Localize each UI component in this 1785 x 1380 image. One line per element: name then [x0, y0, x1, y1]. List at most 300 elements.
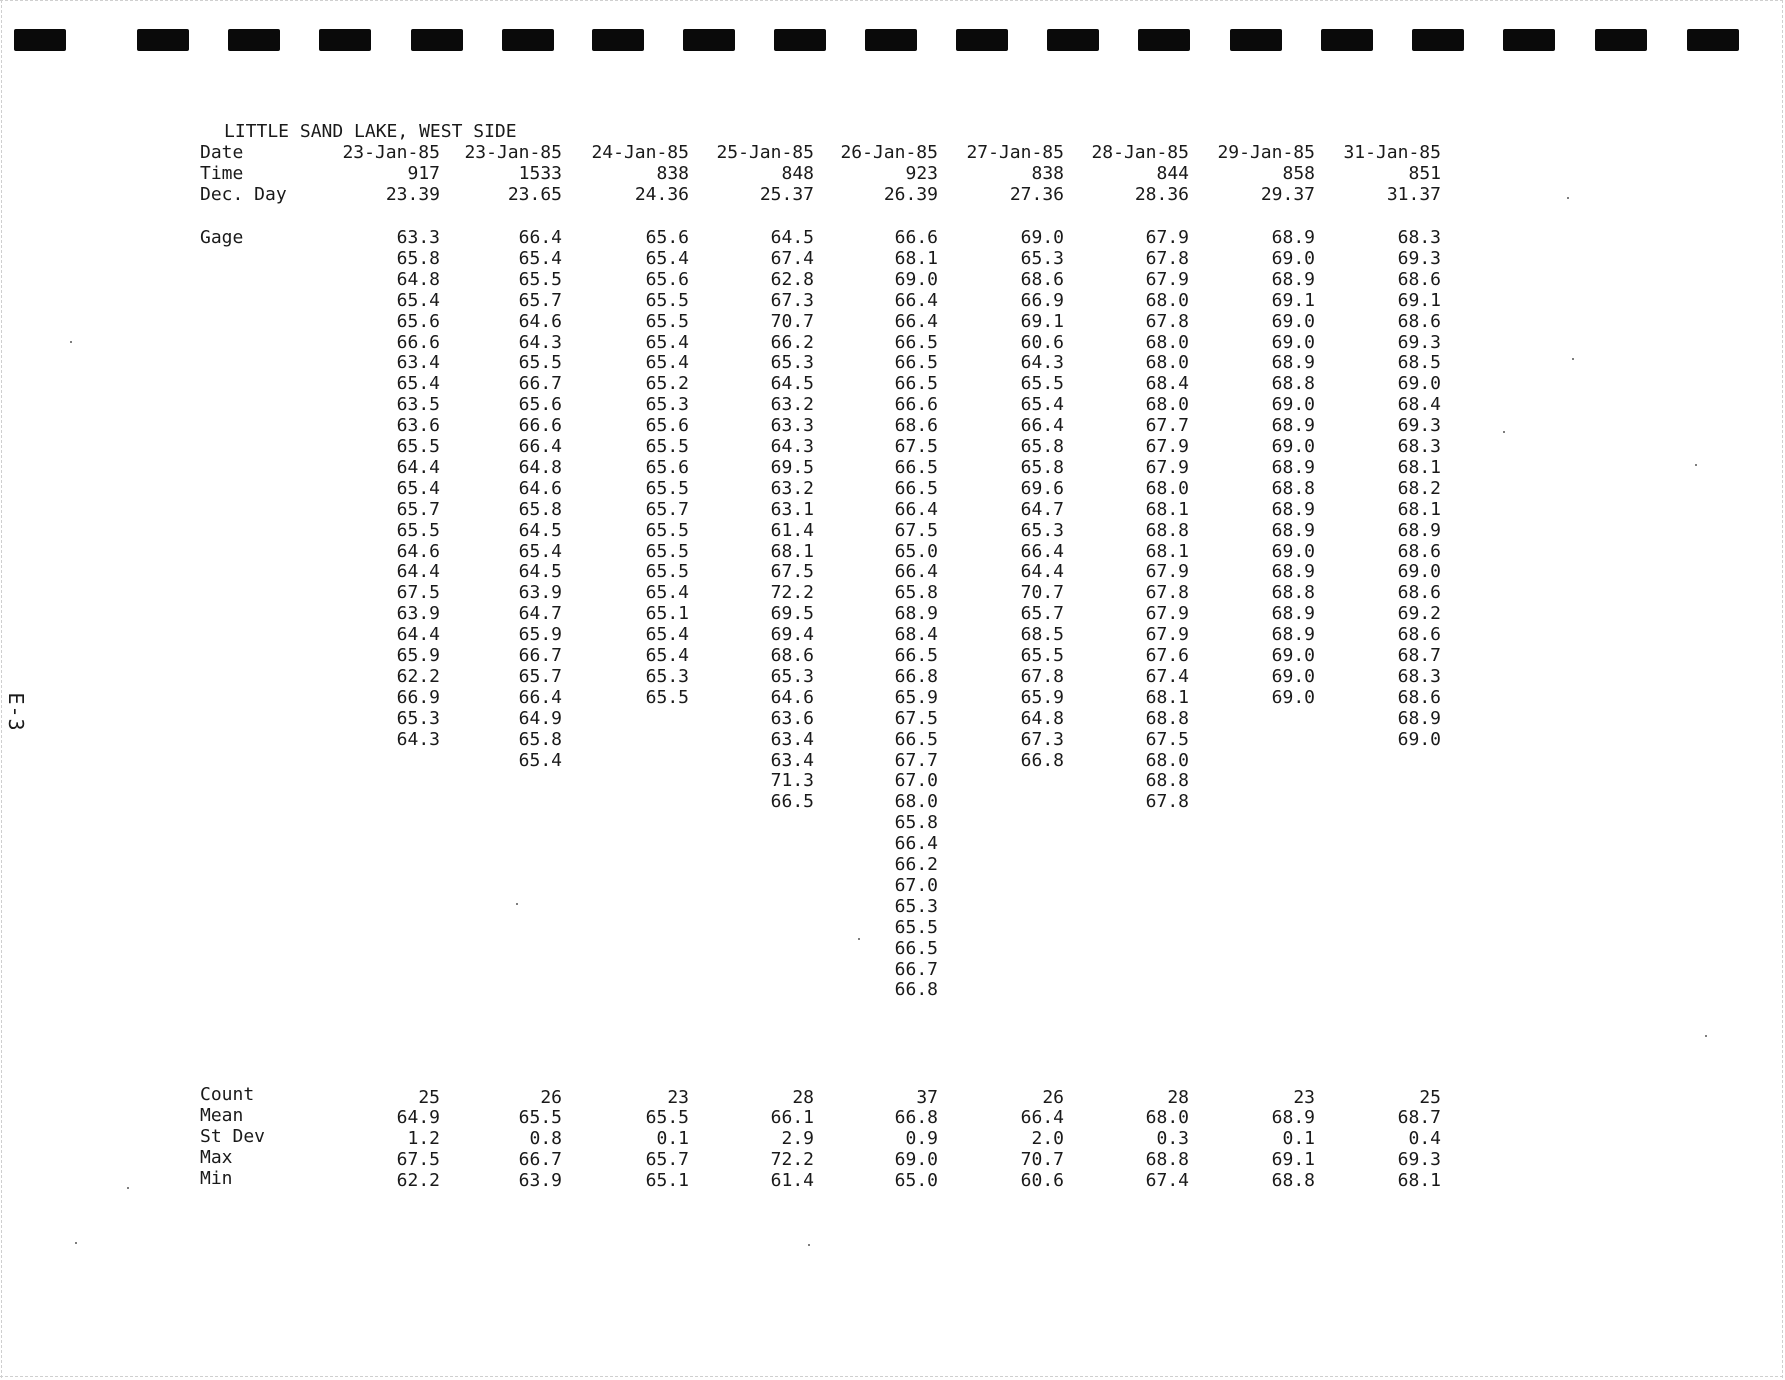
gage-reading: 67.7 [894, 750, 938, 771]
gage-reading: 65.9 [894, 687, 938, 708]
gage-reading: 69.0 [1271, 311, 1315, 332]
gage-reading: 68.3 [1397, 227, 1441, 248]
stat-st-dev-value: 0.1 [1282, 1128, 1315, 1149]
gage-reading: 64.7 [518, 603, 562, 624]
gage-reading: 63.1 [770, 499, 814, 520]
gage-reading: 64.8 [518, 457, 562, 478]
scan-speck [858, 938, 860, 940]
gage-reading: 65.5 [645, 478, 689, 499]
gage-reading: 68.1 [1397, 457, 1441, 478]
gage-reading: 63.6 [396, 415, 440, 436]
gage-reading: 66.5 [894, 645, 938, 666]
stat-label-st-dev: St Dev [200, 1126, 266, 1147]
gage-reading: 64.4 [396, 457, 440, 478]
gage-reading: 66.8 [894, 979, 938, 1000]
gage-reading: 66.4 [894, 499, 938, 520]
gage-reading: 64.5 [770, 373, 814, 394]
gage-reading: 68.6 [1397, 624, 1441, 645]
gage-reading: 63.4 [770, 750, 814, 771]
gage-reading: 65.8 [518, 499, 562, 520]
gage-reading: 68.0 [1145, 332, 1189, 353]
gage-reading: 65.6 [396, 311, 440, 332]
gage-reading: 65.4 [396, 478, 440, 499]
column-time: 838 [1031, 163, 1064, 184]
gage-reading: 66.2 [894, 854, 938, 875]
gage-reading: 61.4 [770, 520, 814, 541]
column-time: 858 [1282, 163, 1315, 184]
gage-reading: 64.3 [396, 729, 440, 750]
gage-reading: 64.5 [770, 227, 814, 248]
gage-reading: 69.0 [1397, 561, 1441, 582]
gage-reading: 69.0 [1271, 666, 1315, 687]
gage-reading: 64.4 [396, 561, 440, 582]
gage-reading: 69.3 [1397, 332, 1441, 353]
gage-reading: 69.4 [770, 624, 814, 645]
column-dec-day: 24.36 [634, 184, 689, 205]
gage-reading: 64.8 [1020, 708, 1064, 729]
gage-reading: 67.9 [1145, 436, 1189, 457]
gage-reading: 66.5 [894, 332, 938, 353]
gage-reading: 69.5 [770, 457, 814, 478]
page-number-label: E-3 [4, 692, 28, 732]
gage-reading: 66.4 [518, 687, 562, 708]
gage-reading: 64.6 [770, 687, 814, 708]
gage-reading: 67.9 [1145, 457, 1189, 478]
gage-reading: 68.0 [894, 791, 938, 812]
gage-reading: 65.5 [645, 687, 689, 708]
gage-reading: 63.4 [770, 729, 814, 750]
gage-reading: 68.1 [1145, 499, 1189, 520]
gage-reading: 68.0 [1145, 478, 1189, 499]
gage-reading: 60.6 [1020, 332, 1064, 353]
stat-mean-value: 65.5 [645, 1107, 689, 1128]
gage-reading: 67.4 [1145, 666, 1189, 687]
gage-reading: 67.8 [1145, 311, 1189, 332]
gage-reading: 65.3 [1020, 520, 1064, 541]
gage-reading: 69.0 [894, 269, 938, 290]
stat-min-value: 61.4 [770, 1170, 814, 1191]
gage-reading: 69.6 [1020, 478, 1064, 499]
stat-mean-value: 68.0 [1145, 1107, 1189, 1128]
stat-count-value: 28 [1167, 1087, 1189, 1108]
gage-reading: 65.4 [645, 624, 689, 645]
gage-reading: 68.9 [1271, 269, 1315, 290]
gage-reading: 65.5 [645, 561, 689, 582]
gage-reading: 68.0 [1145, 394, 1189, 415]
gage-reading: 66.5 [894, 373, 938, 394]
gage-reading: 65.3 [770, 666, 814, 687]
gage-reading: 68.6 [1397, 541, 1441, 562]
gage-reading: 67.8 [1020, 666, 1064, 687]
stat-max-value: 66.7 [518, 1149, 562, 1170]
gage-reading: 68.6 [770, 645, 814, 666]
gage-reading: 66.4 [1020, 415, 1064, 436]
gage-reading: 64.6 [518, 478, 562, 499]
gage-reading: 67.8 [1145, 582, 1189, 603]
column-date: 31-Jan-85 [1343, 142, 1441, 163]
scan-speck [1572, 358, 1574, 360]
gage-reading: 65.6 [645, 269, 689, 290]
gage-reading: 65.4 [518, 541, 562, 562]
gage-reading: 65.7 [645, 499, 689, 520]
gage-reading: 66.4 [894, 833, 938, 854]
gage-reading: 69.2 [1397, 603, 1441, 624]
column-dec-day: 27.36 [1009, 184, 1064, 205]
gage-reading: 63.4 [396, 352, 440, 373]
stat-max-value: 72.2 [770, 1149, 814, 1170]
gage-reading: 63.6 [770, 708, 814, 729]
column-time: 848 [781, 163, 814, 184]
gage-reading: 66.4 [894, 561, 938, 582]
stat-st-dev-value: 0.9 [905, 1128, 938, 1149]
column-dec-day: 29.37 [1260, 184, 1315, 205]
column-date: 24-Jan-85 [591, 142, 689, 163]
sheet-title: LITTLE SAND LAKE, WEST SIDE [224, 121, 517, 142]
gage-reading: 68.9 [1271, 457, 1315, 478]
gage-reading: 68.9 [1271, 227, 1315, 248]
gage-reading: 63.9 [518, 582, 562, 603]
stat-max-value: 65.7 [645, 1149, 689, 1170]
gage-reading: 64.3 [1020, 352, 1064, 373]
gage-reading: 68.3 [1397, 666, 1441, 687]
stat-mean-value: 66.1 [770, 1107, 814, 1128]
gage-reading: 68.9 [1271, 603, 1315, 624]
stat-st-dev-value: 0.3 [1156, 1128, 1189, 1149]
gage-reading: 65.3 [1020, 248, 1064, 269]
stat-max-value: 67.5 [396, 1149, 440, 1170]
gage-reading: 65.4 [518, 248, 562, 269]
gage-reading: 66.6 [518, 415, 562, 436]
gage-reading: 67.5 [894, 436, 938, 457]
gage-reading: 64.9 [518, 708, 562, 729]
gage-reading: 63.5 [396, 394, 440, 415]
stat-mean-value: 66.4 [1020, 1107, 1064, 1128]
gage-reading: 67.9 [1145, 227, 1189, 248]
gage-reading: 68.0 [1145, 750, 1189, 771]
gage-reading: 69.0 [1271, 436, 1315, 457]
stat-st-dev-value: 2.9 [781, 1128, 814, 1149]
gage-reading: 67.8 [1145, 791, 1189, 812]
gage-reading: 65.8 [1020, 457, 1064, 478]
gage-reading: 67.9 [1145, 603, 1189, 624]
gage-reading: 66.4 [894, 311, 938, 332]
gage-reading: 68.1 [1145, 687, 1189, 708]
gage-reading: 67.0 [894, 875, 938, 896]
gage-reading: 67.9 [1145, 561, 1189, 582]
gage-reading: 68.7 [1397, 645, 1441, 666]
gage-reading: 66.7 [518, 645, 562, 666]
column-dec-day: 25.37 [759, 184, 814, 205]
gage-reading: 68.9 [1271, 520, 1315, 541]
gage-reading: 68.1 [1145, 541, 1189, 562]
gage-reading: 65.3 [645, 394, 689, 415]
gage-reading: 68.9 [1271, 352, 1315, 373]
gage-reading: 65.4 [1020, 394, 1064, 415]
gage-reading: 67.3 [1020, 729, 1064, 750]
gage-reading: 69.1 [1271, 290, 1315, 311]
scan-speck [516, 903, 518, 905]
column-time: 1533 [518, 163, 562, 184]
gage-reading: 65.5 [396, 520, 440, 541]
gage-reading: 66.7 [894, 959, 938, 980]
gage-reading: 65.5 [396, 436, 440, 457]
gage-reading: 66.6 [894, 227, 938, 248]
gage-reading: 67.9 [1145, 624, 1189, 645]
scan-speck [808, 1244, 810, 1246]
stat-mean-value: 64.9 [396, 1107, 440, 1128]
gage-reading: 69.0 [1271, 332, 1315, 353]
gage-reading: 64.5 [518, 561, 562, 582]
gage-reading: 68.6 [1020, 269, 1064, 290]
gage-reading: 66.8 [1020, 750, 1064, 771]
gage-reading: 68.9 [1271, 561, 1315, 582]
stat-label-count: Count [200, 1084, 255, 1105]
gage-reading: 68.1 [1397, 499, 1441, 520]
gage-reading: 63.9 [396, 603, 440, 624]
gage-reading: 65.3 [645, 666, 689, 687]
stat-st-dev-value: 2.0 [1031, 1128, 1064, 1149]
gage-reading: 65.4 [645, 582, 689, 603]
gage-reading: 68.8 [1271, 373, 1315, 394]
gage-reading: 63.2 [770, 394, 814, 415]
stat-max-value: 68.8 [1145, 1149, 1189, 1170]
stat-count-value: 26 [540, 1087, 562, 1108]
gage-reading: 67.7 [1145, 415, 1189, 436]
gage-reading: 65.5 [645, 520, 689, 541]
stat-min-value: 68.1 [1397, 1170, 1441, 1191]
column-date: 29-Jan-85 [1217, 142, 1315, 163]
row-label-time: Time [200, 163, 244, 184]
gage-reading: 65.6 [518, 394, 562, 415]
stat-mean-value: 65.5 [518, 1107, 562, 1128]
gage-reading: 67.5 [894, 708, 938, 729]
gage-reading: 69.0 [1271, 394, 1315, 415]
row-label-dec-day: Dec. Day [200, 184, 287, 205]
gage-reading: 65.7 [396, 499, 440, 520]
gage-reading: 68.3 [1397, 436, 1441, 457]
gage-reading: 68.8 [1271, 582, 1315, 603]
gage-reading: 66.5 [770, 791, 814, 812]
gage-reading: 69.3 [1397, 415, 1441, 436]
gage-reading: 66.8 [894, 666, 938, 687]
gage-reading: 66.5 [894, 457, 938, 478]
gage-reading: 65.8 [518, 729, 562, 750]
scan-speck [1705, 1035, 1707, 1037]
gage-reading: 65.7 [1020, 603, 1064, 624]
stat-min-value: 65.1 [645, 1170, 689, 1191]
stat-label-max: Max [200, 1147, 233, 1168]
stat-min-value: 67.4 [1145, 1170, 1189, 1191]
gage-reading: 68.2 [1397, 478, 1441, 499]
gage-reading: 65.5 [1020, 373, 1064, 394]
gage-reading: 65.7 [518, 666, 562, 687]
column-dec-day: 28.36 [1134, 184, 1189, 205]
gage-reading: 65.5 [518, 352, 562, 373]
gage-reading: 65.5 [645, 541, 689, 562]
stat-st-dev-value: 0.4 [1408, 1128, 1441, 1149]
gage-reading: 65.8 [894, 812, 938, 833]
stat-count-value: 26 [1042, 1087, 1064, 1108]
gage-reading: 72.2 [770, 582, 814, 603]
gage-reading: 68.9 [1271, 624, 1315, 645]
gage-reading: 65.6 [645, 415, 689, 436]
stat-min-value: 65.0 [894, 1170, 938, 1191]
column-dec-day: 23.65 [507, 184, 562, 205]
gage-reading: 68.9 [1271, 415, 1315, 436]
gage-reading: 68.4 [1397, 394, 1441, 415]
gage-reading: 66.9 [396, 687, 440, 708]
gage-reading: 65.4 [518, 750, 562, 771]
gage-reading: 65.0 [894, 541, 938, 562]
gage-reading: 68.9 [1271, 499, 1315, 520]
gage-reading: 68.6 [1397, 311, 1441, 332]
gage-reading: 62.2 [396, 666, 440, 687]
gage-reading: 66.7 [518, 373, 562, 394]
gage-reading: 68.6 [1397, 582, 1441, 603]
gage-reading: 65.5 [645, 290, 689, 311]
stat-min-value: 63.9 [518, 1170, 562, 1191]
gage-reading: 68.6 [1397, 269, 1441, 290]
stat-count-value: 37 [916, 1087, 938, 1108]
gage-reading: 64.4 [1020, 561, 1064, 582]
gage-reading: 67.5 [894, 520, 938, 541]
scan-speck [70, 341, 72, 343]
stat-mean-value: 68.9 [1271, 1107, 1315, 1128]
gage-reading: 64.3 [518, 332, 562, 353]
scan-speck [75, 1242, 77, 1244]
column-date: 27-Jan-85 [966, 142, 1064, 163]
gage-reading: 65.6 [645, 457, 689, 478]
gage-reading: 66.5 [894, 729, 938, 750]
stat-max-value: 69.1 [1271, 1149, 1315, 1170]
gage-reading: 69.0 [1397, 373, 1441, 394]
column-dec-day: 31.37 [1386, 184, 1441, 205]
gage-reading: 71.3 [770, 770, 814, 791]
gage-reading: 65.9 [396, 645, 440, 666]
column-date: 28-Jan-85 [1091, 142, 1189, 163]
scan-speck [127, 1187, 129, 1189]
column-dec-day: 23.39 [385, 184, 440, 205]
gage-reading: 65.9 [1020, 687, 1064, 708]
stat-st-dev-value: 0.8 [529, 1128, 562, 1149]
gage-reading: 63.3 [396, 227, 440, 248]
gage-reading: 65.4 [645, 248, 689, 269]
stat-mean-value: 68.7 [1397, 1107, 1441, 1128]
gage-reading: 65.5 [645, 311, 689, 332]
gage-reading: 70.7 [1020, 582, 1064, 603]
gage-reading: 65.4 [396, 373, 440, 394]
gage-reading: 69.0 [1271, 248, 1315, 269]
stat-max-value: 70.7 [1020, 1149, 1064, 1170]
gage-reading: 64.4 [396, 624, 440, 645]
gage-reading: 64.7 [1020, 499, 1064, 520]
gage-reading: 66.9 [1020, 290, 1064, 311]
gage-reading: 66.5 [894, 938, 938, 959]
gage-reading: 66.4 [894, 290, 938, 311]
stat-st-dev-value: 0.1 [656, 1128, 689, 1149]
gage-reading: 67.4 [770, 248, 814, 269]
gage-reading: 69.1 [1397, 290, 1441, 311]
stat-label-mean: Mean [200, 1105, 244, 1126]
gage-reading: 65.9 [518, 624, 562, 645]
stat-min-value: 68.8 [1271, 1170, 1315, 1191]
row-label-gage: Gage [200, 227, 244, 248]
gage-reading: 69.5 [770, 603, 814, 624]
gage-reading: 69.0 [1271, 541, 1315, 562]
gage-reading: 65.1 [645, 603, 689, 624]
gage-reading: 65.7 [518, 290, 562, 311]
row-label-date: Date [200, 142, 244, 163]
gage-reading: 64.3 [770, 436, 814, 457]
gage-reading: 68.6 [894, 415, 938, 436]
gage-reading: 66.2 [770, 332, 814, 353]
stat-min-value: 60.6 [1020, 1170, 1064, 1191]
gage-reading: 68.8 [1145, 770, 1189, 791]
gage-reading: 66.5 [894, 478, 938, 499]
gage-reading: 65.8 [1020, 436, 1064, 457]
gage-reading: 66.5 [894, 352, 938, 373]
stat-count-value: 28 [792, 1087, 814, 1108]
gage-reading: 65.8 [396, 248, 440, 269]
gage-reading: 65.8 [894, 582, 938, 603]
stat-min-value: 62.2 [396, 1170, 440, 1191]
gage-reading: 65.3 [770, 352, 814, 373]
gage-reading: 66.4 [518, 436, 562, 457]
gage-reading: 68.8 [1145, 708, 1189, 729]
gage-reading: 65.6 [645, 227, 689, 248]
stat-max-value: 69.0 [894, 1149, 938, 1170]
column-date: 25-Jan-85 [716, 142, 814, 163]
stat-mean-value: 66.8 [894, 1107, 938, 1128]
gage-reading: 66.6 [894, 394, 938, 415]
gage-reading: 65.5 [518, 269, 562, 290]
gage-reading: 69.0 [1271, 687, 1315, 708]
gage-reading: 64.8 [396, 269, 440, 290]
gage-reading: 67.3 [770, 290, 814, 311]
gage-reading: 69.0 [1397, 729, 1441, 750]
gage-reading: 67.6 [1145, 645, 1189, 666]
gage-reading: 68.9 [1397, 708, 1441, 729]
gage-reading: 68.1 [770, 541, 814, 562]
gage-reading: 65.4 [645, 352, 689, 373]
gage-reading: 68.5 [1020, 624, 1064, 645]
stat-count-value: 25 [1419, 1087, 1441, 1108]
gage-reading: 65.3 [894, 896, 938, 917]
gage-reading: 63.2 [770, 478, 814, 499]
gage-reading: 63.3 [770, 415, 814, 436]
stat-count-value: 25 [418, 1087, 440, 1108]
stat-max-value: 69.3 [1397, 1149, 1441, 1170]
gage-reading: 67.0 [894, 770, 938, 791]
column-dec-day: 26.39 [883, 184, 938, 205]
gage-reading: 68.1 [894, 248, 938, 269]
gage-reading: 64.6 [518, 311, 562, 332]
column-time: 923 [905, 163, 938, 184]
gage-reading: 69.0 [1020, 227, 1064, 248]
gage-reading: 68.4 [894, 624, 938, 645]
gage-reading: 65.4 [396, 290, 440, 311]
scan-speck [1567, 197, 1569, 199]
scan-speck [1503, 431, 1505, 433]
gage-reading: 65.4 [645, 332, 689, 353]
stat-label-min: Min [200, 1168, 233, 1189]
gage-reading: 67.5 [396, 582, 440, 603]
gage-reading: 66.4 [518, 227, 562, 248]
gage-reading: 69.3 [1397, 248, 1441, 269]
gage-reading: 65.2 [645, 373, 689, 394]
gage-reading: 68.8 [1145, 520, 1189, 541]
gage-reading: 68.6 [1397, 687, 1441, 708]
